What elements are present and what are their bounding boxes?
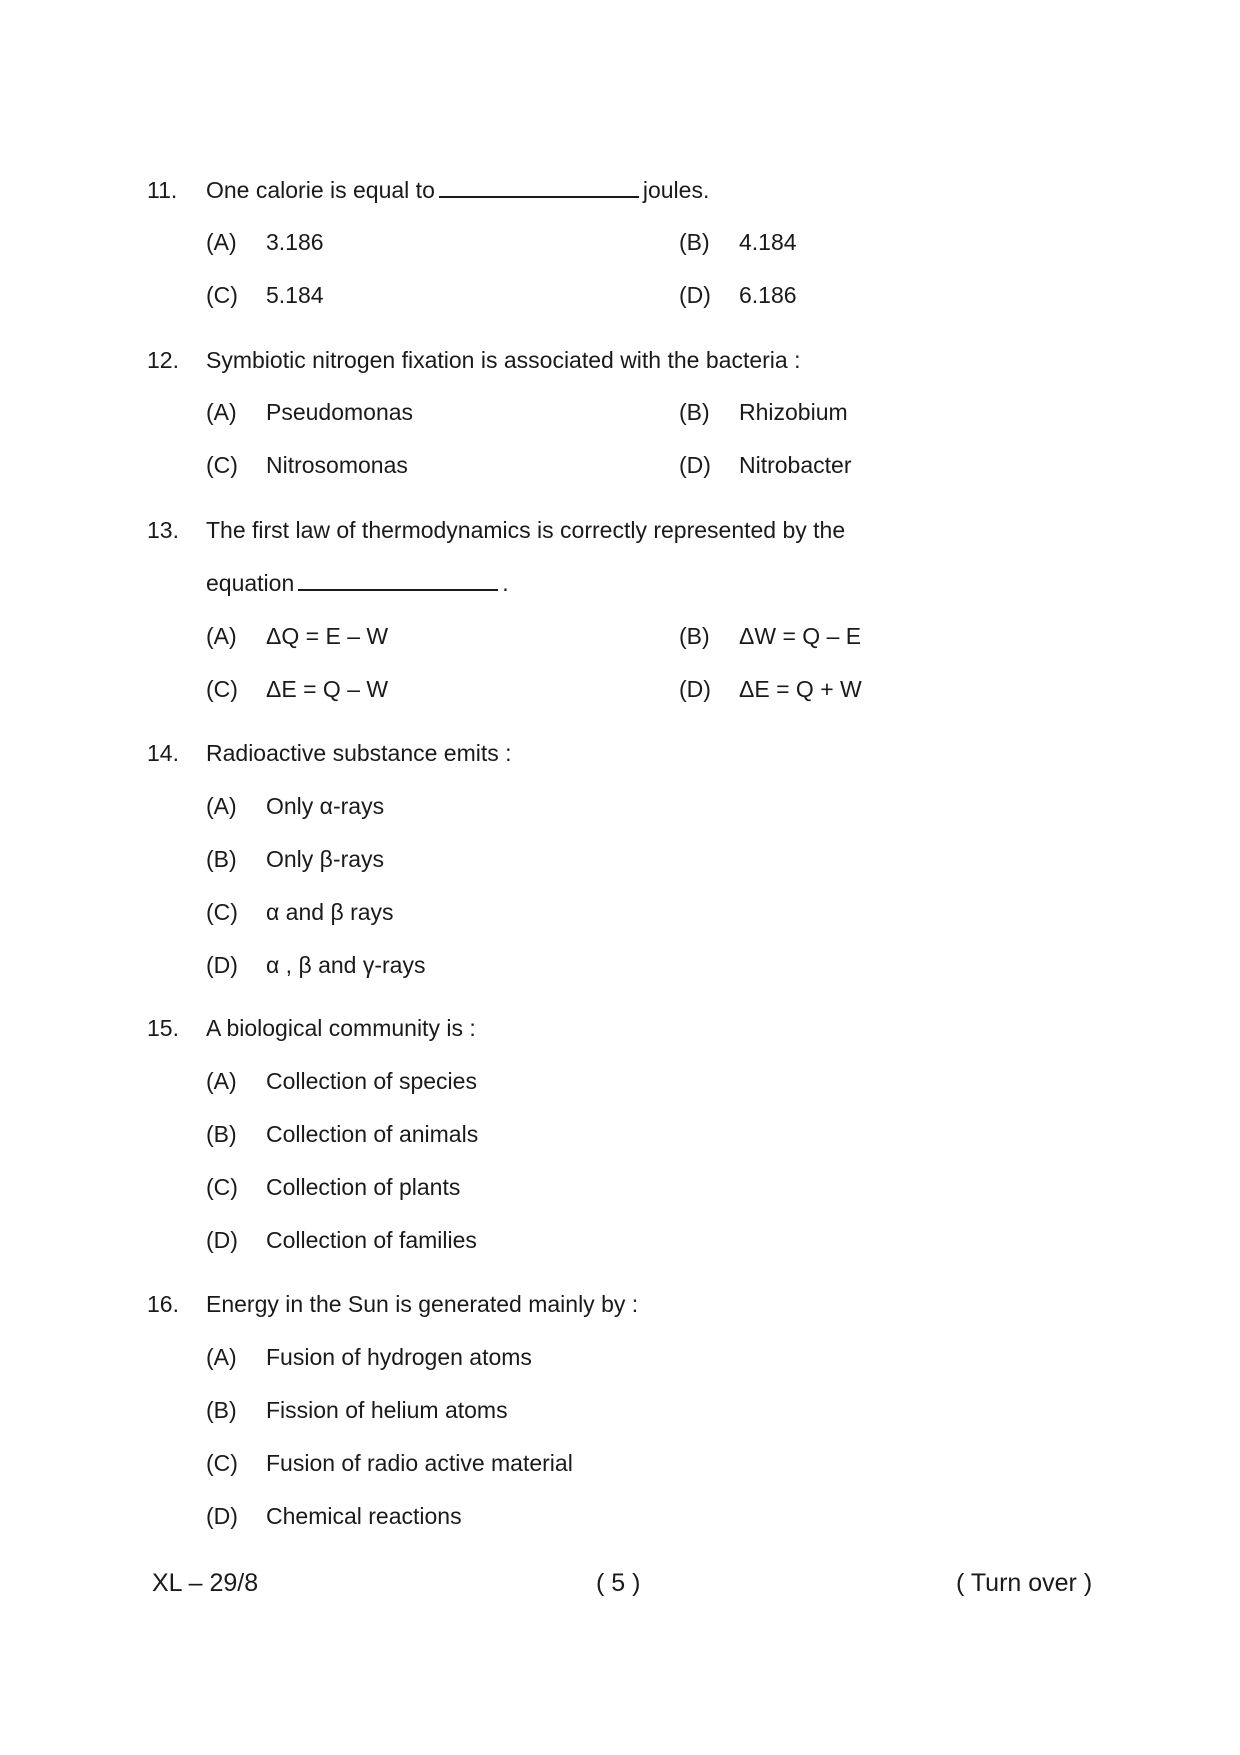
option-label: (D) <box>206 952 238 978</box>
question-number: 11. <box>147 177 178 203</box>
question-text: Radioactive substance emits : <box>206 740 512 766</box>
page-number: ( 5 ) <box>596 1569 641 1597</box>
option-text: ΔW = Q – E <box>739 623 862 649</box>
question-text: One calorie is equal to joules. <box>206 177 710 203</box>
option-text: Pseudomonas <box>266 399 414 425</box>
question-stem <box>0 1011 1240 1045</box>
question-text: Energy in the Sun is generated mainly by : <box>206 1291 639 1317</box>
option-label: (B) <box>206 846 237 872</box>
option-label: (B) <box>206 1397 237 1423</box>
question-stem <box>0 173 1240 207</box>
option-text: Collection of plants <box>266 1174 461 1200</box>
option-label: (D) <box>679 282 711 308</box>
option-label: (B) <box>679 229 710 255</box>
question-text: The first law of thermodynamics is correctly represented by the <box>206 517 846 543</box>
question-stem <box>0 513 1240 547</box>
option-label: (C) <box>206 452 238 478</box>
question-stem-continued <box>0 566 1240 600</box>
question-stem <box>0 736 1240 770</box>
option-text: 6.186 <box>739 282 797 308</box>
question-number: 16. <box>147 1291 179 1317</box>
question-number: 15. <box>147 1015 179 1041</box>
option-text: Fission of helium atoms <box>266 1397 508 1423</box>
option-label: (D) <box>206 1503 238 1529</box>
option-text: Fusion of radio active material <box>266 1450 573 1476</box>
option-label: (A) <box>206 399 237 425</box>
answer-blank <box>439 176 639 198</box>
option-text: ΔE = Q – W <box>266 676 389 702</box>
option-label: (B) <box>679 399 710 425</box>
option-label: (A) <box>206 1068 237 1094</box>
turn-over-note: ( Turn over ) <box>956 1569 1093 1597</box>
question-number: 12. <box>147 347 179 373</box>
option-label: (A) <box>206 1344 237 1370</box>
option-label: (B) <box>679 623 710 649</box>
option-text: Collection of species <box>266 1068 477 1094</box>
option-label: (D) <box>679 452 711 478</box>
option-text: Nitrosomonas <box>266 452 408 478</box>
question-stem <box>0 1287 1240 1321</box>
option-text: Only β-rays <box>266 846 385 872</box>
option-label: (D) <box>206 1227 238 1253</box>
option-label: (C) <box>206 282 238 308</box>
option-text: ΔE = Q + W <box>739 676 862 702</box>
option-label: (A) <box>206 623 237 649</box>
option-text: Nitrobacter <box>739 452 852 478</box>
option-text: Fusion of hydrogen atoms <box>266 1344 532 1370</box>
option-text: Only α-rays <box>266 793 385 819</box>
option-label: (C) <box>206 1450 238 1476</box>
option-text: 4.184 <box>739 229 797 255</box>
option-text: Chemical reactions <box>266 1503 462 1529</box>
option-text: α and β rays <box>266 899 394 925</box>
option-label: (D) <box>679 676 711 702</box>
option-label: (A) <box>206 793 237 819</box>
option-text: ΔQ = E – W <box>266 623 389 649</box>
option-label: (B) <box>206 1121 237 1147</box>
option-label: (C) <box>206 899 238 925</box>
option-label: (C) <box>206 676 238 702</box>
question-text: equation . <box>206 570 509 596</box>
option-text: 3.186 <box>266 229 324 255</box>
option-label: (A) <box>206 229 237 255</box>
paper-code: XL – 29/8 <box>152 1569 259 1597</box>
answer-blank <box>298 569 498 591</box>
question-text: A biological community is : <box>206 1015 476 1041</box>
option-text: 5.184 <box>266 282 324 308</box>
question-stem <box>0 343 1240 377</box>
option-text: Collection of families <box>266 1227 477 1253</box>
option-text: Collection of animals <box>266 1121 479 1147</box>
option-label: (C) <box>206 1174 238 1200</box>
option-text: Rhizobium <box>739 399 848 425</box>
question-number: 13. <box>147 517 179 543</box>
question-number: 14. <box>147 740 179 766</box>
question-text: Symbiotic nitrogen fixation is associated with the bacteria : <box>206 347 801 373</box>
option-text: α , β and γ-rays <box>266 952 426 978</box>
